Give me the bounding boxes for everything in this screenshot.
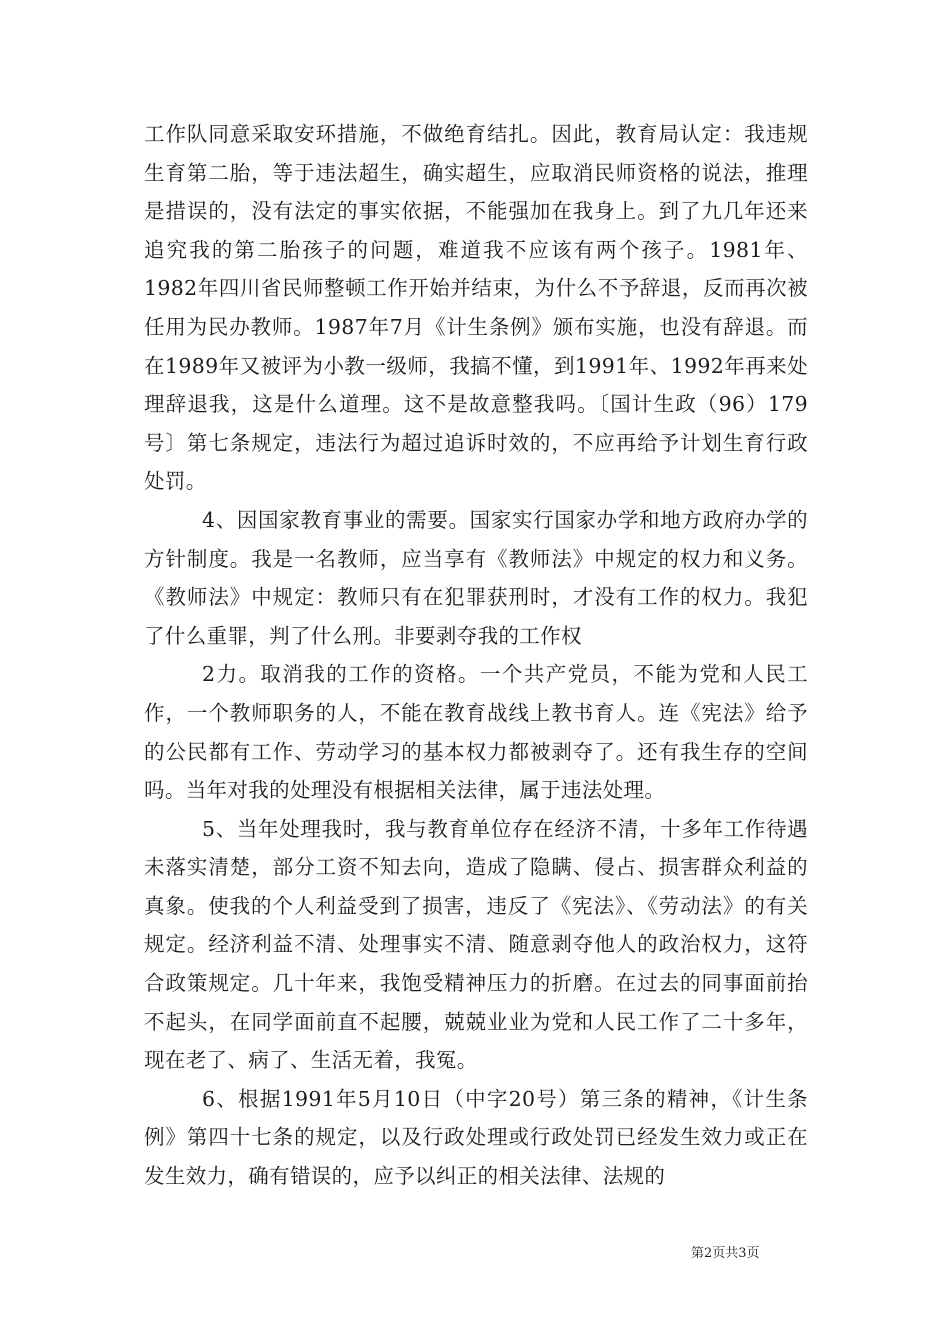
paragraph-1: 工作队同意采取安环措施，不做绝育结扎。因此，教育局认定：我违规生育第二胎，等于违法超生，确实超生，应取消民师资格的说法，推理是措误的，没有法定的事实依据，不能强加在我身上。到了九几年还来追究我的第二胎孩子的问题，难道我不应该有两个孩子。1981年、1982年四川省民师整顿工作开始并结束，为什么不予辞退，反而再次被任用为民办教师。1987年7月《计生条例》颁布实施，也没有辞退。而在1989年又被评为小教一级师，我搞不懂，到1991年、1992年再来处理辞退我，这是什么道理。这不是故意整我吗。〔国计生政（96）179号〕第七条规定，违法行为超过追诉时效的，不应再给予计划生育行政处罚。	[144, 122, 808, 494]
paragraph-3: 2力。取消我的工作的资格。一个共产党员，不能为党和人民工作，一个教师职务的人，不能在教育战线上教书育人。连《宪法》给予的公民都有工作、劳动学习的基本权力都被剥夺了。还有我生存的空间吗。当年对我的处理没有根据相关法律，属于违法处理。	[144, 662, 808, 803]
document-body	[144, 115, 808, 1196]
paragraph-5: 6、根据1991年5月10日（中字20号）第三条的精神，《计生条例》第四十七条的规定，以及行政处理或行政处罚已经发生效力或正在发生效力，确有错误的，应予以纠正的相关法律、法规的	[144, 1086, 808, 1189]
paragraph-4: 5、当年处理我时，我与教育单位存在经济不清，十多年工作待遇未落实清楚，部分工资不知去向，造成了隐瞒、侵占、损害群众利益的真象。使我的个人利益受到了损害，违反了《宪法》、《劳动法》的有关规定。经济利益不清、处理事实不清、随意剥夺他人的政治权力，这符合政策规定。几十年来，我饱受精神压力的折磨。在过去的同事面前抬不起头，在同学面前直不起腰，兢兢业业为党和人民工作了二十多年，现在老了、病了、生活无着，我冤。	[144, 816, 808, 1073]
paragraph-2: 4、因国家教育事业的需要。国家实行国家办学和地方政府办学的方针制度。我是一名教师，应当享有《教师法》中规定的权力和义务。《教师法》中规定：教师只有在犯罪获刑时，才没有工作的权力。我犯了什么重罪，判了什么刑。非要剥夺我的工作权	[144, 507, 808, 648]
page-number-footer: 第2页共3页	[691, 1246, 760, 1261]
